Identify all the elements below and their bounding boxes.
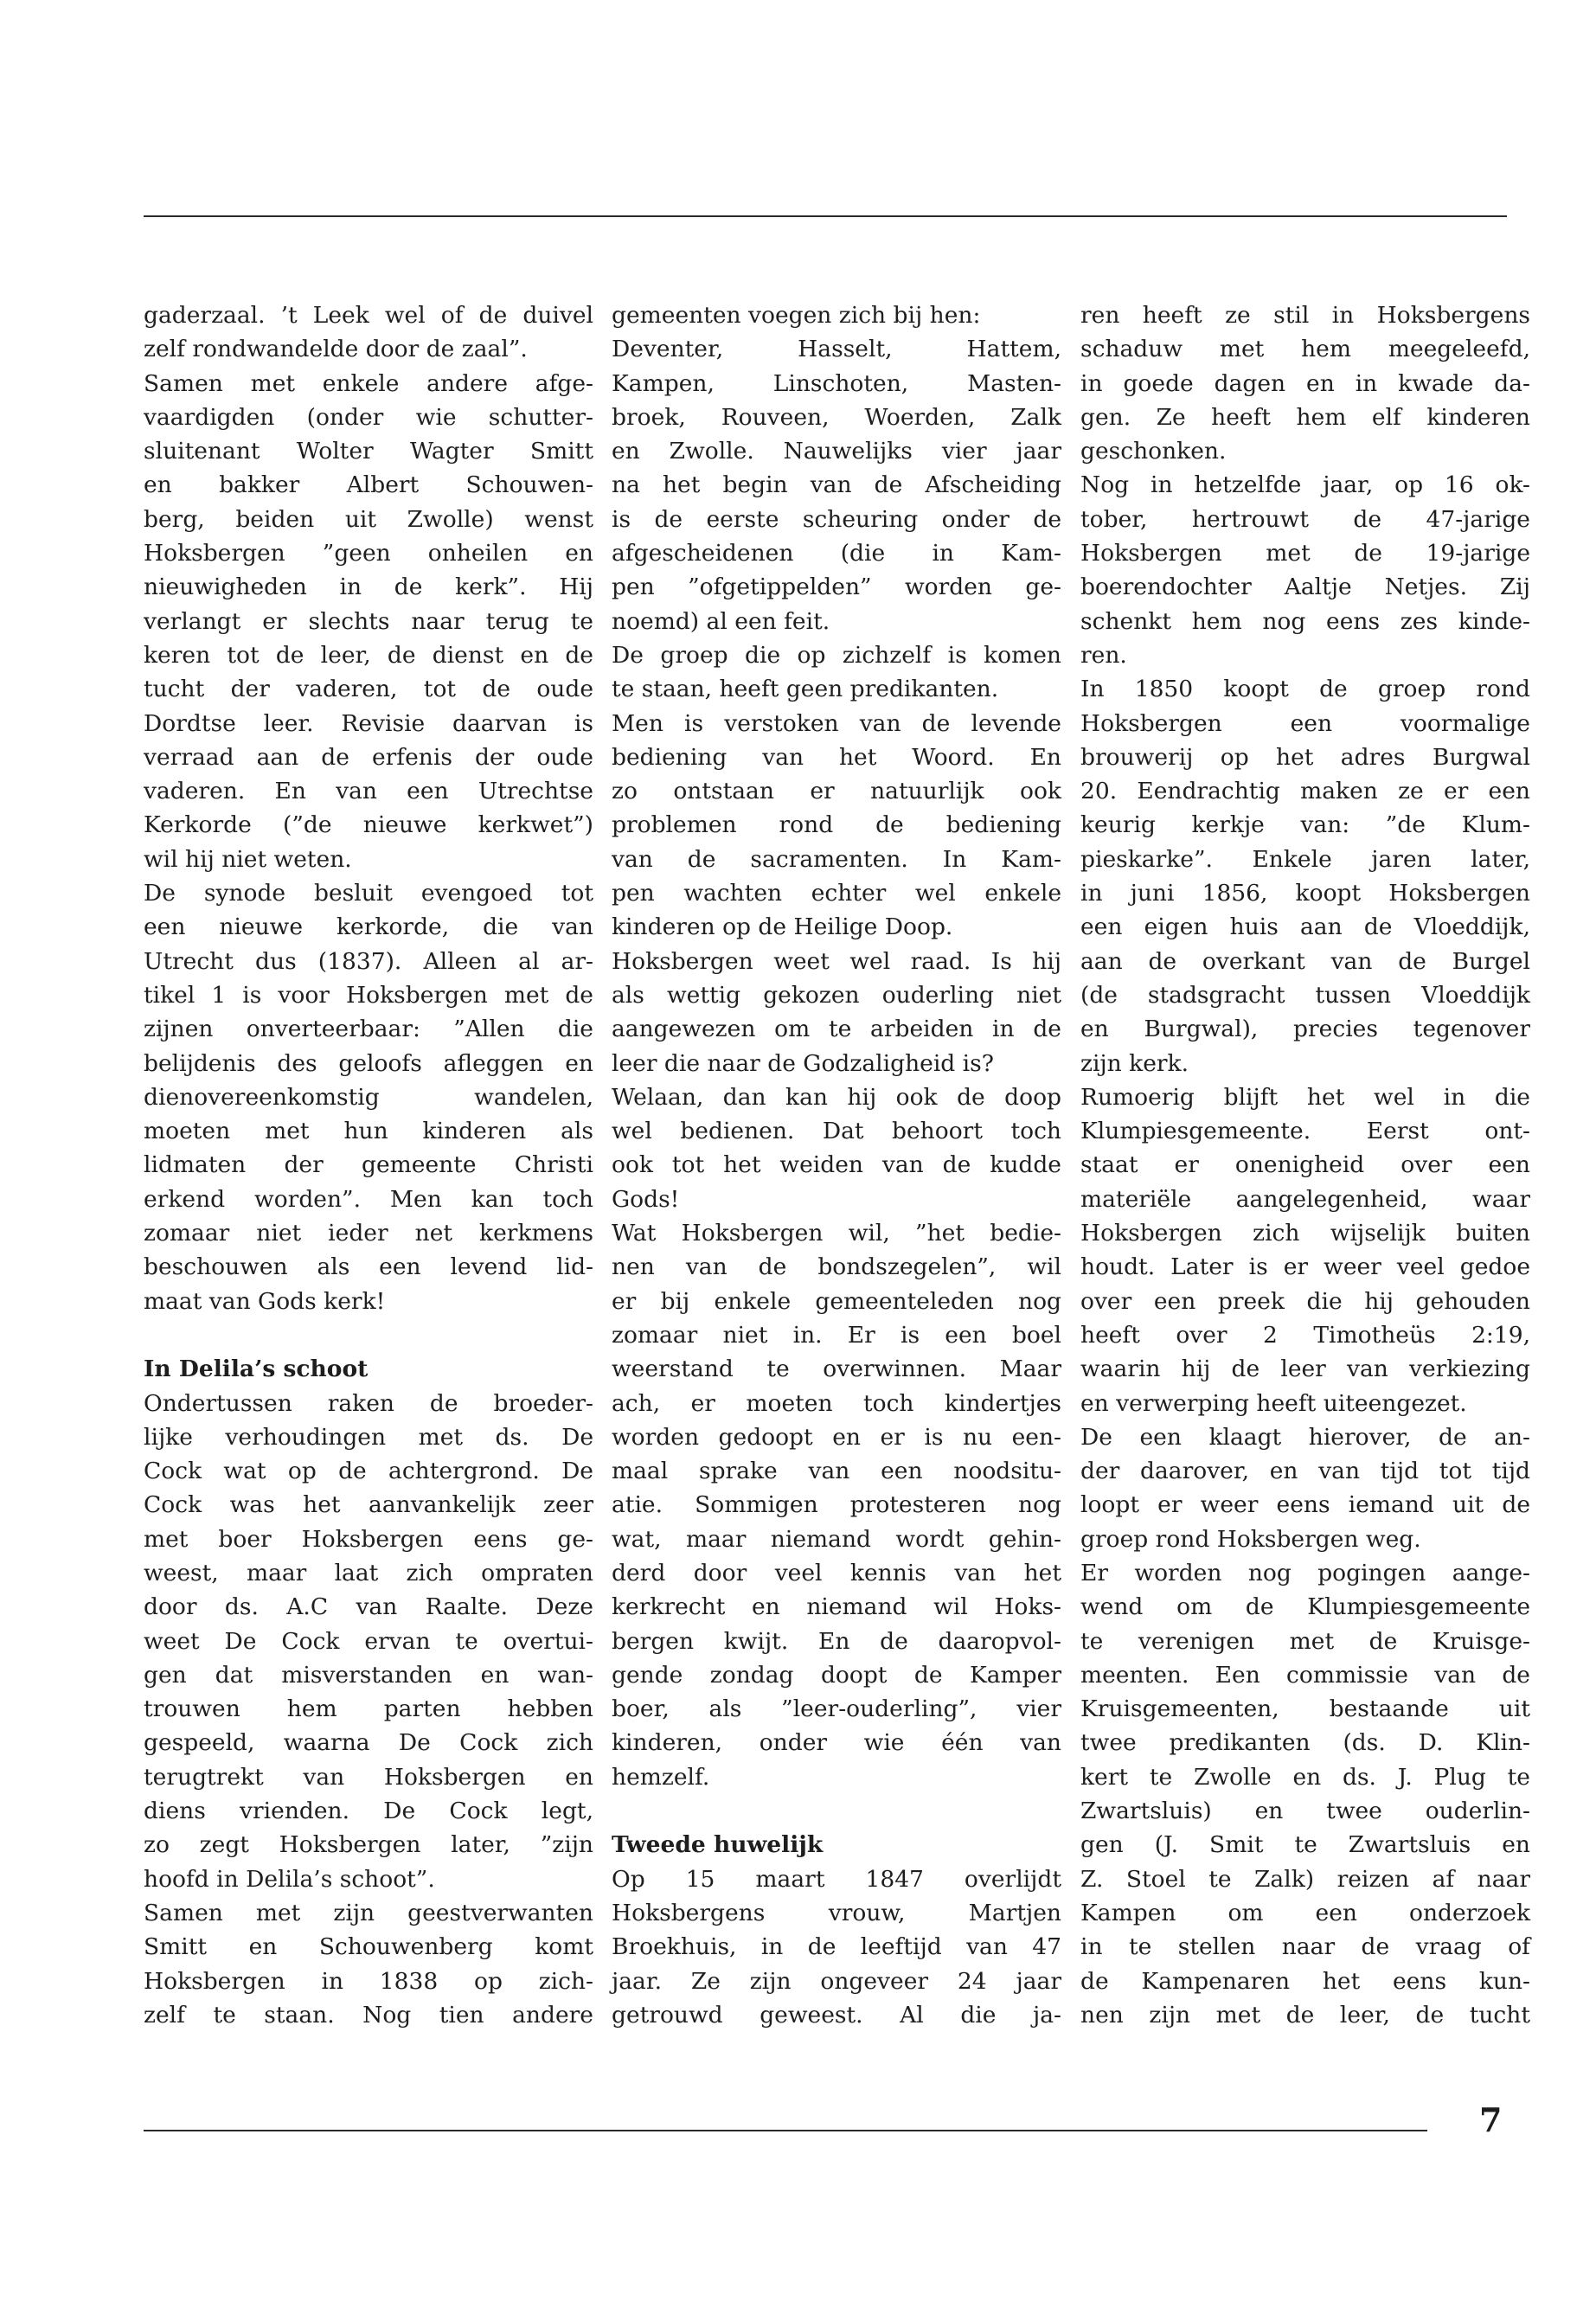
text-line: Broekhuis, in de leeftijd van 47 (612, 1933, 1061, 1961)
text-line: Cock wat op de achtergrond. De (144, 1458, 593, 1485)
text-line: twee predikanten (ds. D. Klin- (1080, 1729, 1530, 1757)
text-line: gende zondag doopt de Kamper (612, 1661, 1061, 1689)
text-line: ook tot het weiden van de kudde (612, 1151, 1061, 1179)
text-line: weerstand te overwinnen. Maar (612, 1356, 1061, 1383)
text-line: zijnen onverteerbaar: ”Allen die (144, 1016, 593, 1043)
text-line: aan de overkant van de Burgel (1080, 947, 1530, 975)
text-line: in juni 1856, koopt Hoksbergen (1080, 880, 1530, 907)
text-line: meenten. Een commissie van de (1080, 1661, 1530, 1689)
text-line: moeten met hun kinderen als (144, 1118, 593, 1145)
text-line: verraad aan de erfenis der oude (144, 743, 593, 771)
text-line: boer, als ”leer-ouderling”, vier (612, 1695, 1061, 1723)
text-line: gaderzaal. ’t Leek wel of de duivel (144, 302, 593, 329)
text-line: Er worden nog pogingen aange- (1080, 1559, 1530, 1586)
text-line: gen dat misverstanden en wan- (144, 1661, 593, 1689)
text-line: te staan, heeft geen predikanten. (612, 676, 999, 703)
text-line: gen. Ze heeft hem elf kinderen (1080, 403, 1530, 431)
text-line: Samen met enkele andere afge- (144, 369, 593, 397)
text-line: Hoksbergen met de 19-jarige (1080, 540, 1530, 567)
text-line: nen van de bondszegelen”, wil (612, 1253, 1061, 1281)
text-line: Wat Hoksbergen wil, ”het bedie- (612, 1220, 1061, 1247)
text-line: staat er onenigheid over een (1080, 1151, 1530, 1179)
bottom-rule (144, 2130, 1427, 2131)
paragraph-gap (612, 1794, 1061, 1828)
text-line: jaar. Ze zijn ongeveer 24 jaar (612, 1967, 1061, 1995)
text-line: geschonken. (1080, 438, 1227, 465)
text-line: Ondertussen raken de broeder- (144, 1389, 593, 1417)
text-line: afgescheidenen (die in Kam- (612, 540, 1061, 567)
text-line: Samen met zijn geestverwanten (144, 1899, 593, 1926)
text-line: de Kampenaren het eens kun- (1080, 1967, 1530, 1995)
text-column-3 (1080, 298, 1530, 2029)
text-line: Z. Stoel te Zalk) reizen af naar (1080, 1865, 1530, 1893)
text-line: een eigen huis aan de Vloeddijk, (1080, 913, 1530, 941)
text-line: als wettig gekozen ouderling niet (612, 981, 1061, 1009)
text-line: berg, beiden uit Zwolle) wenst (144, 505, 593, 533)
text-line: Gods! (612, 1185, 680, 1213)
text-line: waarin hij de leer van verkiezing (1080, 1356, 1530, 1383)
text-line: zijn kerk. (1080, 1049, 1189, 1077)
text-line: Utrecht dus (1837). Alleen al ar- (144, 947, 593, 975)
text-line: over een preek die hij gehouden (1080, 1287, 1530, 1315)
text-line: Nog in hetzelfde jaar, op 16 ok- (1080, 471, 1530, 499)
text-line: met boer Hoksbergen eens ge- (144, 1525, 593, 1553)
text-line: maal sprake van een noodsitu- (612, 1458, 1061, 1485)
text-line: bergen kwijt. En de daaropvol- (612, 1627, 1061, 1655)
text-line: pieskarke”. Enkele jaren later, (1080, 845, 1530, 873)
text-line: derd door veel kennis van het (612, 1559, 1061, 1586)
text-line: worden gedoopt en er is nu een- (612, 1423, 1061, 1451)
text-line: Hoksbergens vrouw, Martjen (612, 1899, 1061, 1926)
page-number: 7 (1479, 2100, 1503, 2139)
text-line: te verenigen met de Kruisge- (1080, 1627, 1530, 1655)
text-line: Zwartsluis) en twee ouderlin- (1080, 1798, 1530, 1825)
text-line: zo zegt Hoksbergen later, ”zijn (144, 1831, 593, 1859)
text-line: ren. (1080, 641, 1127, 669)
section-heading: In Delila’s schoot (144, 1356, 369, 1383)
text-line: Op 15 maart 1847 overlijdt (612, 1865, 1061, 1893)
text-line: atie. Sommigen protesteren nog (612, 1491, 1061, 1519)
text-line: terugtrekt van Hoksbergen en (144, 1763, 593, 1791)
text-line: Deventer, Hasselt, Hattem, (612, 336, 1061, 363)
text-line: lidmaten der gemeente Christi (144, 1151, 593, 1179)
text-column-1 (144, 298, 593, 2029)
text-line: nieuwigheden in de kerk”. Hij (144, 574, 593, 601)
text-line: Rumoerig blijft het wel in die (1080, 1083, 1530, 1111)
text-line: 20. Eendrachtig maken ze er een (1080, 778, 1530, 805)
text-line: broek, Rouveen, Woerden, Zalk (612, 403, 1061, 431)
text-line: zelf te staan. Nog tien andere (144, 2001, 593, 2029)
text-line: trouwen hem parten hebben (144, 1695, 593, 1723)
text-line: gen (J. Smit te Zwartsluis en (1080, 1831, 1530, 1859)
text-line: wat, maar niemand wordt gehin- (612, 1525, 1061, 1553)
text-line: keurig kerkje van: ”de Klum- (1080, 811, 1530, 839)
text-line: pen wachten echter wel enkele (612, 880, 1061, 907)
text-line: materiële aangelegenheid, waar (1080, 1185, 1530, 1213)
text-line: leer die naar de Godzaligheid is? (612, 1049, 994, 1077)
text-line: Smitt en Schouwenberg komt (144, 1933, 593, 1961)
text-line: Kampen, Linschoten, Masten- (612, 369, 1061, 397)
text-line: Hoksbergen weet wel raad. Is hij (612, 947, 1061, 975)
text-line: Kruisgemeenten, bestaande uit (1080, 1695, 1530, 1723)
text-line: vaderen. En van een Utrechtse (144, 778, 593, 805)
text-line: ren heeft ze stil in Hoksbergens (1080, 302, 1530, 329)
text-line: zomaar niet in. Er is een boel (612, 1321, 1061, 1349)
text-line: kinderen op de Heilige Doop. (612, 913, 953, 941)
text-line: Hoksbergen in 1838 op zich- (144, 1967, 593, 1995)
text-line: schenkt hem nog eens zes kinde- (1080, 607, 1530, 635)
text-line: Klumpiesgemeente. Eerst ont- (1080, 1118, 1530, 1145)
text-line: wil hij niet weten. (144, 845, 352, 873)
text-line: en verwerping heeft uiteengezet. (1080, 1389, 1467, 1417)
text-line: De synode besluit evengoed tot (144, 880, 593, 907)
top-rule (144, 215, 1507, 217)
text-line: De groep die op zichzelf is komen (612, 641, 1061, 669)
text-line: door ds. A.C van Raalte. Deze (144, 1593, 593, 1621)
text-line: Cock was het aanvankelijk zeer (144, 1491, 593, 1519)
text-line: maat van Gods kerk! (144, 1287, 386, 1315)
text-line: vaardigden (onder wie schutter- (144, 403, 593, 431)
text-line: Hoksbergen een voormalige (1080, 709, 1530, 737)
text-line: hoofd in Delila’s schoot”. (144, 1865, 435, 1893)
text-line: en bakker Albert Schouwen- (144, 471, 593, 499)
text-line: Hoksbergen ”geen onheilen en (144, 540, 593, 567)
text-line: lijke verhoudingen met ds. De (144, 1423, 593, 1451)
text-line: Welaan, dan kan hij ook de doop (612, 1083, 1061, 1111)
text-line: kerkrecht en niemand wil Hoks- (612, 1593, 1061, 1621)
text-line: kert te Zwolle en ds. J. Plug te (1080, 1763, 1530, 1791)
text-line: loopt er weer eens iemand uit de (1080, 1491, 1530, 1519)
text-line: bediening van het Woord. En (612, 743, 1061, 771)
text-line: in goede dagen en in kwade da- (1080, 369, 1530, 397)
text-line: gemeenten voegen zich bij hen: (612, 302, 981, 329)
text-line: tucht der vaderen, tot de oude (144, 676, 593, 703)
text-line: wel bedienen. Dat behoort toch (612, 1118, 1061, 1145)
text-line: hemzelf. (612, 1763, 710, 1791)
text-line: van de sacramenten. In Kam- (612, 845, 1061, 873)
text-line: en Zwolle. Nauwelijks vier jaar (612, 438, 1061, 465)
text-line: der daarover, en van tijd tot tijd (1080, 1458, 1530, 1485)
text-line: zomaar niet ieder net kerkmens (144, 1220, 593, 1247)
text-line: sluitenant Wolter Wagter Smitt (144, 438, 593, 465)
text-line: noemd) al een feit. (612, 607, 830, 635)
text-line: tober, hertrouwt de 47-jarige (1080, 505, 1530, 533)
text-line: beschouwen als een levend lid- (144, 1253, 593, 1281)
text-line: kinderen, onder wie één van (612, 1729, 1061, 1757)
text-line: belijdenis des geloofs afleggen en (144, 1049, 593, 1077)
text-line: Kampen om een onderzoek (1080, 1899, 1530, 1926)
paragraph-gap (144, 1318, 593, 1352)
text-line: Hoksbergen zich wijselijk buiten (1080, 1220, 1530, 1247)
text-line: Men is verstoken van de levende (612, 709, 1061, 737)
text-line: erkend worden”. Men kan toch (144, 1185, 593, 1213)
text-line: weet De Cock ervan te overtui- (144, 1627, 593, 1655)
text-line: boerendochter Aaltje Netjes. Zij (1080, 574, 1530, 601)
text-line: brouwerij op het adres Burgwal (1080, 743, 1530, 771)
text-line: heeft over 2 Timotheüs 2:19, (1080, 1321, 1530, 1349)
text-line: (de stadsgracht tussen Vloeddijk (1080, 981, 1530, 1009)
text-line: pen ”ofgetippelden” worden ge- (612, 574, 1061, 601)
text-line: is de eerste scheuring onder de (612, 505, 1061, 533)
text-line: houdt. Later is er weer veel gedoe (1080, 1253, 1530, 1281)
section-heading: Tweede huwelijk (612, 1831, 824, 1859)
text-line: na het begin van de Afscheiding (612, 471, 1061, 499)
text-column-2 (612, 298, 1061, 2029)
text-line: groep rond Hoksbergen weg. (1080, 1525, 1421, 1553)
text-line: aangewezen om te arbeiden in de (612, 1016, 1061, 1043)
text-line: Dordtse leer. Revisie daarvan is (144, 709, 593, 737)
text-line: schaduw met hem meegeleefd, (1080, 336, 1530, 363)
text-line: zelf rondwandelde door de zaal”. (144, 336, 528, 363)
text-line: in te stellen naar de vraag of (1080, 1933, 1530, 1961)
text-line: Kerkorde (”de nieuwe kerkwet”) (144, 811, 593, 839)
text-line: en Burgwal), precies tegenover (1080, 1016, 1530, 1043)
text-line: keren tot de leer, de dienst en de (144, 641, 593, 669)
text-line: ach, er moeten toch kindertjes (612, 1389, 1061, 1417)
text-line: er bij enkele gemeenteleden nog (612, 1287, 1061, 1315)
text-line: getrouwd geweest. Al die ja- (612, 2001, 1061, 2029)
text-line: verlangt er slechts naar terug te (144, 607, 593, 635)
text-line: problemen rond de bediening (612, 811, 1061, 839)
text-line: wend om de Klumpiesgemeente (1080, 1593, 1530, 1621)
text-line: nen zijn met de leer, de tucht (1080, 2001, 1530, 2029)
text-line: weest, maar laat zich ompraten (144, 1559, 593, 1586)
text-line: In 1850 koopt de groep rond (1080, 676, 1530, 703)
text-line: De een klaagt hierover, de an- (1080, 1423, 1530, 1451)
text-line: zo ontstaan er natuurlijk ook (612, 778, 1061, 805)
text-line: dienovereenkomstig wandelen, (144, 1083, 593, 1111)
text-line: gespeeld, waarna De Cock zich (144, 1729, 593, 1757)
text-line: een nieuwe kerkorde, die van (144, 913, 593, 941)
text-line: tikel 1 is voor Hoksbergen met de (144, 981, 593, 1009)
text-line: diens vrienden. De Cock legt, (144, 1798, 593, 1825)
